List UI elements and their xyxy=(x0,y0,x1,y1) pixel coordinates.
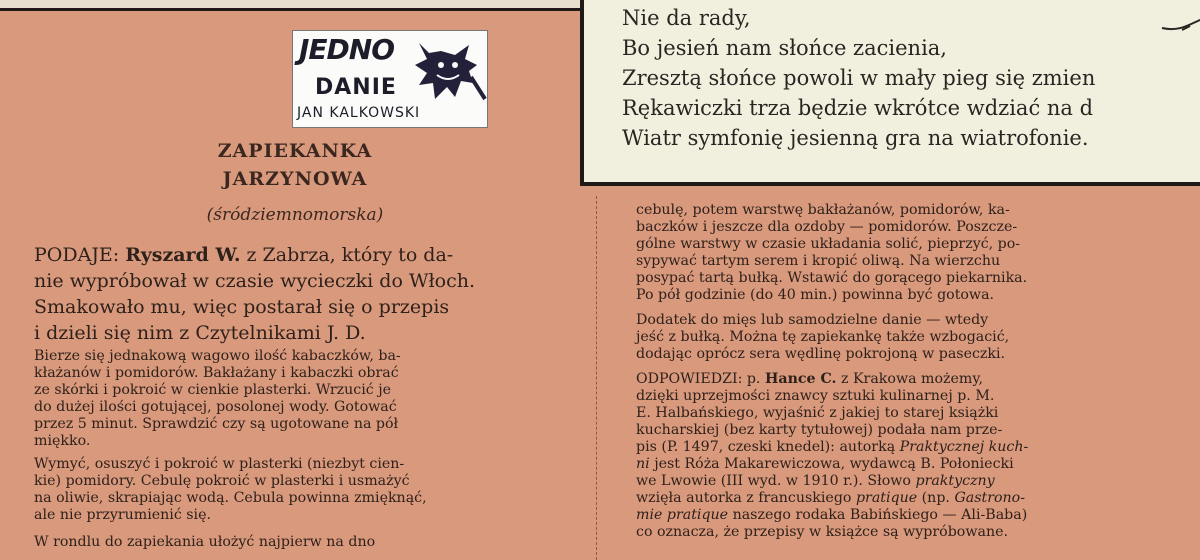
answers-line-5 xyxy=(636,439,1028,455)
answers-italic: Gastrono- xyxy=(954,490,1026,506)
body-line: przez 5 minut. Sprawdzić czy są ugotowane na pół xyxy=(34,416,399,432)
poem-line-5: Wiatr symfonię jesienną gra na wiatrofonie. xyxy=(622,126,1089,150)
body-line: na oliwie, skrapiając wodą. Cebula powinna zmięknąć, xyxy=(34,490,427,506)
body-line: do dużej ilości gotującej, posolonej wody. Gotować xyxy=(34,399,397,415)
answers-line-8 xyxy=(636,490,1025,506)
body-line: dodając oprócz sera wędlinę pokrojoną w paseczki. xyxy=(636,346,1006,362)
poem-line-2: Bo jesień nam słońce zacienia, xyxy=(622,36,947,60)
logo-jedno-text: JEDNO xyxy=(299,33,395,66)
answers-line-2: dzięki uprzejmości znawcy sztuki kulinarnej p. M. xyxy=(636,388,995,404)
answers-text: pis (P. 1497, czeski knedel): autorką xyxy=(636,439,900,455)
jedno-danie-logo xyxy=(292,30,488,128)
squiggle-icon xyxy=(1160,6,1200,36)
answers-italic: pratique xyxy=(855,490,918,506)
answers-italic: ni xyxy=(636,456,650,472)
body-line: miękko. xyxy=(34,433,91,449)
poem-line-4: Rękawiczki trza będzie wkrótce wdziać na d xyxy=(622,96,1094,120)
answers-prefix: ODPOWIEDZI: p. xyxy=(636,371,765,387)
intro-line-2: nie wypróbował w czasie wycieczki do Włoch. xyxy=(34,270,475,292)
intro-line-3: Smakowało mu, więc postarał się o przepis xyxy=(34,296,450,318)
answers-italic: Praktycznej kuch- xyxy=(899,439,1029,455)
intro-line-1 xyxy=(34,244,453,266)
body-line: baczków i jeszcze dla ozdoby — pomidorów. Poszcze- xyxy=(636,219,1018,235)
body-line: kłażanów i pomidorów. Bakłażany i kabaczki obrać xyxy=(34,365,399,381)
body-line: Bierze się jednakową wagowo ilość kabaczków, ba- xyxy=(34,348,401,364)
answers-text: naszego rodaka Babińskiego — Ali-Baba) xyxy=(728,507,1028,523)
answers-line-6 xyxy=(636,456,1014,472)
answers-name: Hance C. xyxy=(764,371,837,387)
column-divider xyxy=(596,196,597,560)
body-line: Po pół godzinie (do 40 min.) powinna być gotowa. xyxy=(636,287,995,303)
answers-italic: mie pratique xyxy=(636,507,729,523)
intro-prefix: PODAJE: xyxy=(34,244,126,266)
answers-text: jest Róża Makarewiczowa, wydawcą B. Połoniecki xyxy=(649,456,1014,472)
body-line: ze skórki i pokroić w cienkie plasterki. Wrzucić je xyxy=(34,382,391,398)
recipe-subtitle: (śródziemnomorska) xyxy=(206,205,384,225)
intro-suffix: z Zabrza, który to da- xyxy=(240,244,454,266)
body-line: ale nie przyrumienić się. xyxy=(34,507,211,523)
body-line: sypywać tartym serem i kropić oliwą. Na wierzchu xyxy=(636,253,1001,269)
body-line: cebulę, potem warstwę bakłażanów, pomidorów, ka- xyxy=(636,202,1010,218)
answers-line-7 xyxy=(636,473,995,489)
answers-text: (np. xyxy=(917,490,955,506)
answers-line-4: kucharskiej (bez karty tytułowej) podała nam prze- xyxy=(636,422,1003,438)
answers-suffix: z Krakowa możemy, xyxy=(836,371,984,387)
intro-line-4: i dzieli się nim z Czytelnikami J. D. xyxy=(34,322,366,344)
answers-line-10: co oznacza, że przepisy w książce są wypróbowane. xyxy=(636,524,1008,540)
poem-line-1: Nie da rady, xyxy=(622,6,751,30)
recipe-title-line-2: JARZYNOWA xyxy=(222,168,368,190)
poem-line-3: Zresztą słońce powoli w mały pieg się zmien xyxy=(622,66,1096,90)
recipe-title-line-1: ZAPIEKANKA xyxy=(217,140,373,162)
body-line: posypać tartą bułką. Wstawić do gorącego piekarnika. xyxy=(636,270,1028,286)
answers-text: wzięła autorka z francuskiego xyxy=(636,490,856,506)
logo-danie-text: DANIE xyxy=(315,75,397,100)
body-line: Dodatek do mięs lub samodzielne danie — wtedy xyxy=(636,312,989,328)
answers-line-3: E. Halbańskiego, wyjaśnić z jakiej to starej książki xyxy=(636,405,999,421)
logo-author-text: JAN KALKOWSKI xyxy=(297,105,421,121)
ox-chef-drawing-icon xyxy=(411,37,487,107)
body-line: Wymyć, osuszyć i pokroić w plasterki (niezbyt cien- xyxy=(34,456,405,472)
answers-italic: praktyczny xyxy=(915,473,995,489)
body-line: W rondlu do zapiekania ułożyć najpierw na dno xyxy=(34,534,376,550)
poem-box xyxy=(580,0,1200,186)
answers-line-9 xyxy=(636,507,1027,523)
answers-text: we Lwowie (III wyd. w 1910 r.). Słowo xyxy=(636,473,916,489)
body-line: jeść z bułką. Można tę zapiekankę także wzbogacić, xyxy=(636,329,1010,345)
body-line: gólne warstwy w czasie układania solić, pieprzyć, po- xyxy=(636,236,1021,252)
intro-name: Ryszard W. xyxy=(125,244,241,266)
body-line: kie) pomidory. Cebulę pokroić w plasterki i usmażyć xyxy=(34,473,410,489)
answers-line-1 xyxy=(636,371,983,387)
